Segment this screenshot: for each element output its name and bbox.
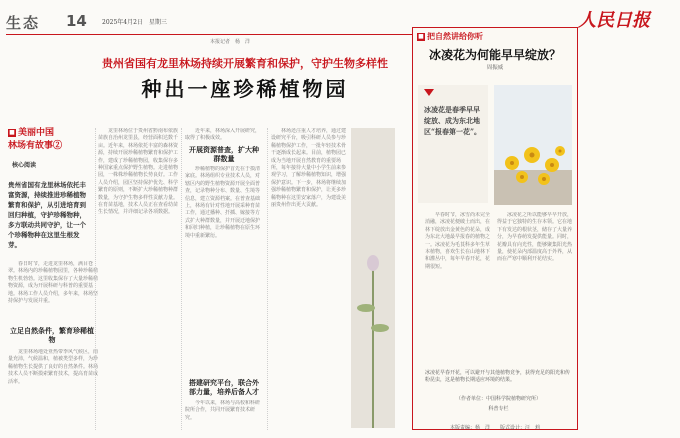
column1-body2: [8, 349, 98, 429]
column1-text: 春日时节，走进龙里林场，满目苍翠。林场内的珍稀植物园里，各种珍稀植物生机勃勃。这里收集保存了大量珍稀植物资源，成为开展科研与科普的重要基地。林场工作人员介绍，多年来，林场坚持保护与发展并重。: [8, 261, 98, 305]
column-tag-label: 美丽中国: [18, 128, 55, 138]
column3-subhead: 开展资源普查，扩大种群数量: [189, 145, 259, 163]
column4-body: [271, 128, 349, 428]
feature-ending: 冰凌花早春开花，可以避开与其他植物竞争，获得充足的阳光和传粉昆虫，这是植物长期适应环境的结果。: [425, 370, 571, 384]
column1-subhead: 立足自然条件，繁育珍稀植物: [10, 326, 94, 344]
quote-marker-icon: [424, 89, 434, 96]
page-credits: 本版责编：杨 洋 版式设计：汪 莉: [449, 425, 540, 431]
main-photo: [351, 128, 395, 428]
main-subtitle: 贵州省国有龙里林场持续开展繁育和保护，守护生物多样性: [102, 57, 388, 70]
feature-blurb-panel: [418, 85, 488, 203]
feature-body-col2: [497, 212, 572, 364]
column3-text2: 珍稀植物的保护首先在于摸清家底。林场组织专业技术人员，对辖区内的野生植物资源开展全面普查，记录物种分布、数量、生境等信息，建立资源档案。在普查基础上，林场有针对性地开展采种育苗工作，通过播种、扦插、嫁接等方式扩大种群数量，并开展迁地保护和回归种植，让珍稀植物在原生环境中重新繁衍。: [185, 166, 261, 239]
feature-blurb: 冰凌花是春季早早绽放、成为东北地区“报春第一花”。: [424, 105, 482, 136]
flower-photo: [494, 85, 572, 205]
feature-body-col1: [425, 212, 493, 364]
page-number: 14: [66, 12, 87, 30]
newspaper-logo: 人民日报: [578, 10, 650, 31]
ice-flower-icon: [494, 85, 572, 205]
plant-photo-icon: [351, 128, 395, 428]
feature-kicker: [417, 31, 483, 42]
column3-text3: 今年以来，林场与高校和科研院所合作，共同开展繁育技术研究。: [185, 400, 261, 421]
section-title: 生态: [6, 14, 41, 32]
column-kicker: 核心阅读: [12, 162, 37, 169]
feature-text2: 冰凌花之所以能够早早开放，得益于它独特的生存本领。它在地下有发达的根状茎，储存了大量养分，为早春萌发提供能量。同时，花瓣具有向光性，能够聚集阳光热量，使花朵内部温度高于外界，从而在严寒中顺利开花结实。: [497, 212, 572, 263]
feature-title: 冰凌花为何能早早绽放？: [428, 48, 561, 62]
issue-date: 2025年4月2日 星期三: [102, 19, 167, 26]
feature-kicker-label: 把自然讲给你听: [427, 31, 483, 41]
feature-tag-icon: ■: [418, 33, 424, 40]
feature-signature: 科普专栏: [488, 406, 509, 412]
column-tag: [8, 125, 54, 138]
column-divider: [95, 128, 96, 430]
column2-text: 龙里林场位于贵州省黔南布依族苗族自治州龙里县，经营面积达数千亩。近年来，林场依托丰富的森林资源，持续开展珍稀植物繁育和保护工作，建成了珍稀植物园，收集保存多种国家重点保护野生植物。走进植物园，一株株珍稀植物长势良好。工作人员介绍，园区坚持保护优先、科学繁育的原则，不断扩大珍稀植物种群数量，为守护生物多样性贡献力量。在育苗基地，技术人员正在查看幼苗生长情况，并详细记录各项数据。: [98, 128, 178, 216]
column1-text2: 龙里林场地处亚热带季风气候区，雨量充沛，气候温和，植被类型多样，为珍稀植物生长提供了良好的自然条件。林场技术人员不断摸索繁育技术，提高育苗成活率。: [8, 349, 98, 385]
column3-text: 近年来，林场深入开展研究，取得了积极成效。: [185, 128, 261, 142]
lead-paragraph: 贵州省国有龙里林场依托丰富资源，持续推进珍稀植物繁育和保护，从引进培育到回归种植，守护珍稀物种，多方联动共同守护，让一个个珍稀物种在这里生根发芽。: [8, 181, 86, 249]
column3-body3: [185, 400, 263, 430]
column-divider: [267, 128, 268, 430]
feature-author-unit: （作者单位：中国科学院植物研究所）: [455, 396, 541, 402]
column2-body: [98, 128, 178, 428]
column3-body: [185, 128, 263, 144]
feature-author: 周振威: [486, 65, 504, 71]
column4-text: 林场还注重人才培养，通过建设研究平台，吸引科研人员参与珍稀植物保护工作，一批年轻技术骨干逐渐成长起来。目前，植物园已成为当地开展自然教育的重要场所，每年接待大量中小学生前来参观学习，了解珍稀植物知识，增强保护意识。下一步，林场将继续加强珍稀植物繁育和保护，让更多珍稀物种在这里安家落户，为建设美丽贵州作出更大贡献。: [271, 128, 347, 209]
column1-body: [8, 261, 98, 323]
column3-body2: [185, 166, 263, 374]
main-byline: 本报记者 杨 洋: [210, 39, 251, 45]
column-series: 林场有故事②: [8, 141, 63, 151]
column-divider: [181, 128, 182, 430]
tag-marker-icon: ■: [9, 128, 15, 136]
feature-text1: 早春时节，冰雪尚未完全消融，冰凌花便破土而出，在林下绽放出金黄色的花朵，成为东北大地最早报春的植物之一。冰凌花为毛茛科多年生草本植物，喜欢生长在山地林下和灌丛中，每年早春开花，花期很短。: [425, 212, 491, 270]
column3-subhead2: 搭建研究平台，联合外部力量，培养后备人才: [189, 378, 259, 396]
main-headline: 种出一座珍稀植物园: [141, 77, 349, 101]
